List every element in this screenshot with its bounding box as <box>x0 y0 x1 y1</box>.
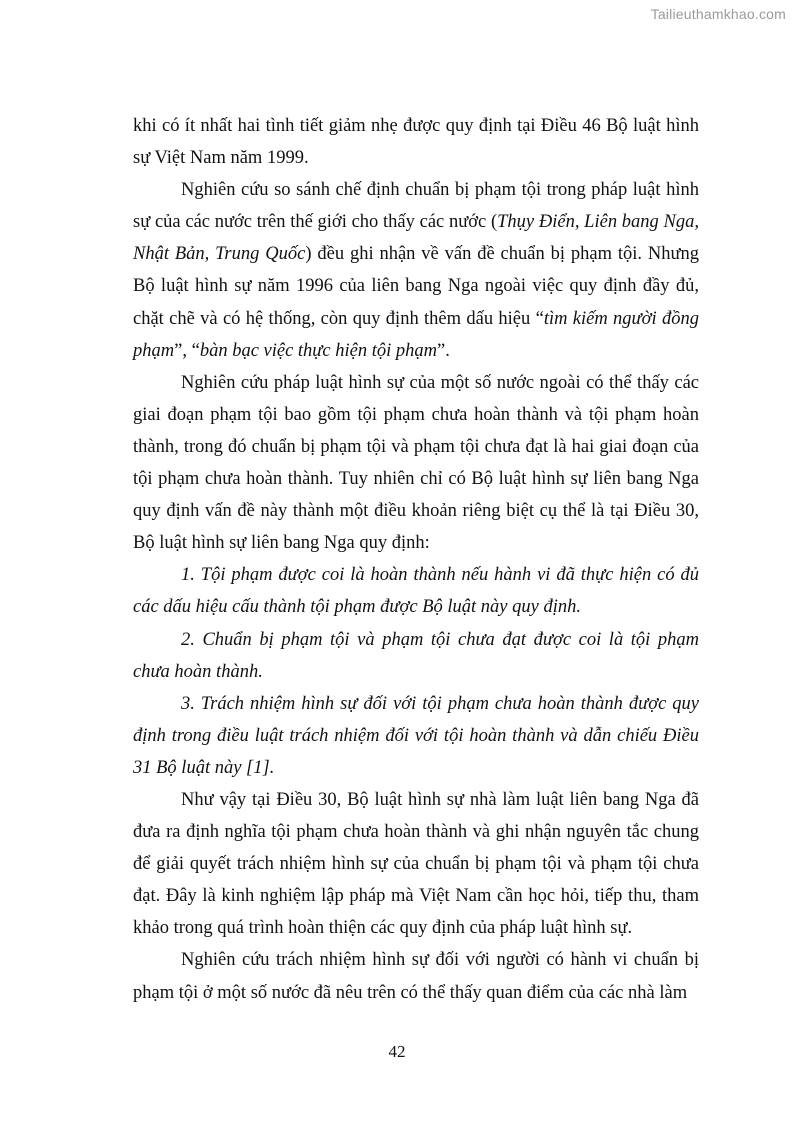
paragraph-comparison <box>133 174 699 367</box>
page-body <box>133 110 699 1009</box>
quoted-sign-2: bàn bạc việc thực hiện tội phạm <box>199 340 437 361</box>
country-list: Thụy Điển, Liên bang Nga, Nhật Bản, Trung Quốc <box>133 212 699 265</box>
quote-clause-3: 3. Trách nhiệm hình sự đối với tội phạm chưa hoàn thành được quy định trong điều luật trách nhiệm đối với tội hoàn thành và dẫn chiếu Điều 31 Bộ luật này [1]. <box>133 693 699 778</box>
quote-clause-1: 1. Tội phạm được coi là hoàn thành nếu hành vi đã thực hiện có đủ các dấu hiệu cấu thành tội phạm được Bộ luật này quy định. <box>133 565 699 618</box>
paragraph-comparison-text-a: Nghiên cứu so sánh chế định chuẩn bị phạm tội trong pháp luật hình sự của các nước trên thế giới cho thấy các nước ( <box>133 180 699 233</box>
paragraph-conclusion: Như vậy tại Điều 30, Bộ luật hình sự nhà làm luật liên bang Nga đã đưa ra định nghĩa tội phạm chưa hoàn thành và ghi nhận nguyên tắc chung để giải quyết trách nhiệm hình sự của chuẩn bị phạm tội và phạm tội chưa đạt. Đây là kinh nghiệm lập pháp mà Việt Nam cần học hỏi, tiếp thu, tham khảo trong quá trình hoàn thiện các quy định của pháp luật hình sự. <box>133 789 699 939</box>
paragraph-liability: Nghiên cứu trách nhiệm hình sự đối với người có hành vi chuẩn bị phạm tội ở một số nước đã nêu trên có thể thấy quan điểm của các nhà làm <box>133 950 699 1003</box>
paragraph-comparison-text-c: ) đều ghi nhận về vấn đề chuẩn bị phạm tội. Nhưng Bộ luật hình sự năm 1996 của liên bang Nga ngoài việc quy định đầy đủ, chặt chẽ và có hệ thống, còn quy định thêm dấu hiệu “ <box>133 244 700 329</box>
watermark: Tailieuthamkhao.com <box>650 6 786 22</box>
quoted-sign-1: tìm kiếm người đồng phạm <box>133 308 699 361</box>
paragraph-comparison-text-g: ”. <box>436 340 450 361</box>
page-number: 42 <box>388 1042 406 1061</box>
quote-clause-2: 2. Chuẩn bị phạm tội và phạm tội chưa đạt được coi là tội phạm chưa hoàn thành. <box>133 629 699 682</box>
paragraph-continued: khi có ít nhất hai tình tiết giảm nhẹ được quy định tại Điều 46 Bộ luật hình sự Việt Nam năm 1999. <box>133 116 699 169</box>
paragraph-comparison-text-e: ”, “ <box>174 340 200 361</box>
paragraph-foreign-law: Nghiên cứu pháp luật hình sự của một số nước ngoài có thể thấy các giai đoạn phạm tội bao gồm tội phạm chưa hoàn thành và tội phạm hoàn thành, trong đó chuẩn bị phạm tội và phạm tội chưa đạt là hai giai đoạn của tội phạm chưa hoàn thành. Tuy nhiên chỉ có Bộ luật hình sự liên bang Nga quy định vấn đề này thành một điều khoản riêng biệt cụ thể là tại Điều 30, Bộ luật hình sự liên bang Nga quy định: <box>133 372 699 554</box>
